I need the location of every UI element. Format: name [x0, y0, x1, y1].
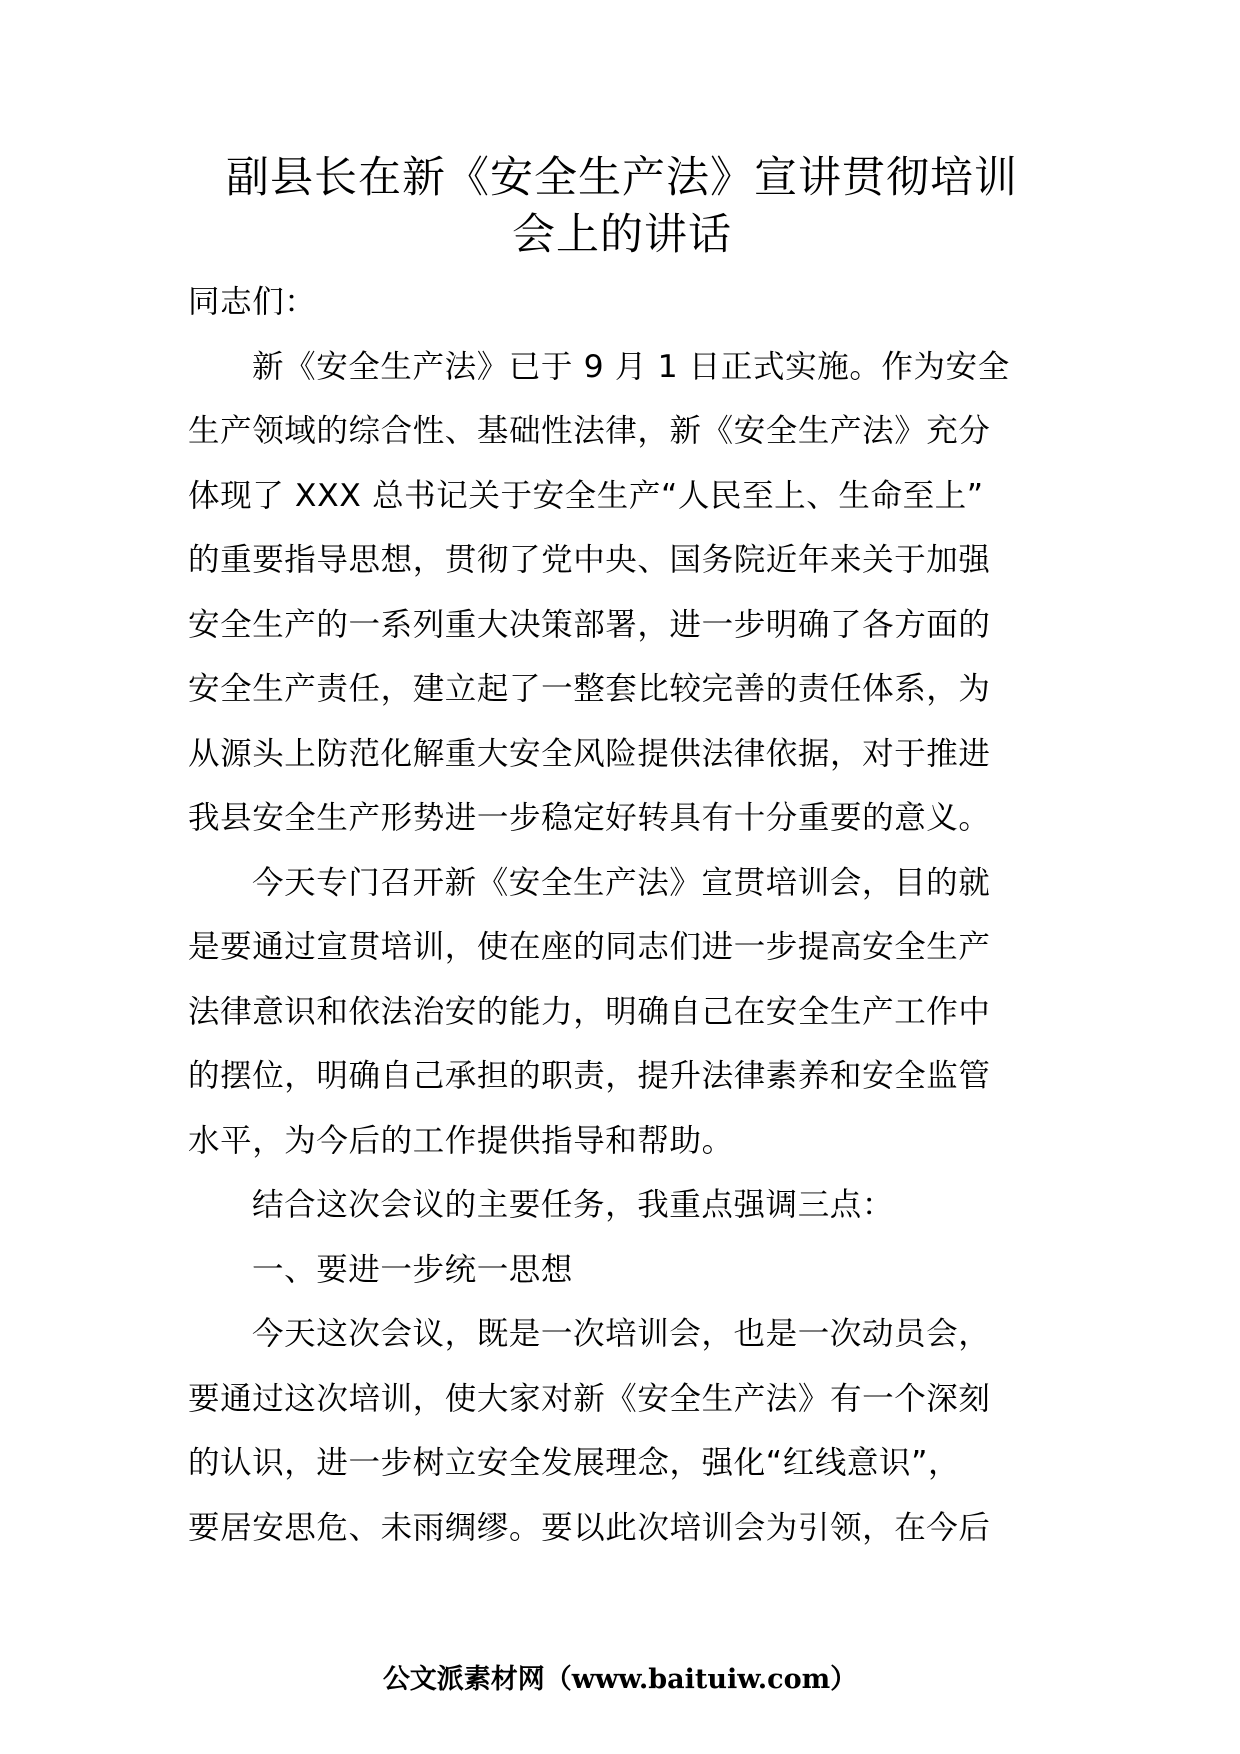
text-line: 水平，为今后的工作提供指导和帮助。: [188, 1122, 734, 1159]
document-page: [188, 150, 1056, 1560]
text-line: 从源头上防范化解重大安全风险提供法律依据，对于推进: [188, 735, 991, 772]
text-line: 今天专门召开新《安全生产法》宣贯培训会，目的就: [252, 864, 991, 901]
paragraph: [188, 1302, 1056, 1560]
text-line: 安全生产的一系列重大决策部署，进一步明确了各方面的: [188, 606, 991, 643]
text-line: 的重要指导思想，贯彻了党中央、国务院近年来关于加强: [188, 542, 991, 578]
text-line: 安全生产责任，建立起了一整套比较完善的责任体系，为: [188, 671, 991, 707]
document-body: [188, 270, 1056, 1560]
text-line: 新《安全生产法》已于 9 月 1 日正式实施。作为安全: [252, 348, 1010, 385]
title-line: 副县长在新《安全生产法》宣讲贯彻培训: [226, 153, 1018, 203]
text-line: 的认识，进一步树立安全发展理念，强化“红线意识”，: [188, 1445, 961, 1481]
document-title: [188, 150, 1056, 264]
title-line: 会上的讲话: [512, 210, 732, 260]
text-line: 我县安全生产形势进一步稳定好转具有十分重要的意义。: [188, 800, 991, 836]
text-line: 要通过这次培训，使大家对新《安全生产法》有一个深刻: [188, 1380, 991, 1417]
text-line: 结合这次会议的主要任务，我重点强调三点：: [252, 1187, 895, 1223]
text-line: 要居安思危、未雨绸缪。要以此次培训会为引领，在今后: [188, 1509, 991, 1546]
text-line: 法律意识和依法治安的能力，明确自己在安全生产工作中: [188, 993, 991, 1030]
paragraph: [188, 851, 1056, 1174]
greeting: 同志们：: [188, 284, 317, 320]
text-line: 一、要进一步统一思想: [252, 1251, 574, 1288]
text-line: 生产领域的综合性、基础性法律，新《安全生产法》充分: [188, 413, 991, 449]
text-line: 体现了 XXX 总书记关于安全生产“人民至上、生命至上”: [188, 477, 984, 514]
paragraph: [188, 335, 1056, 851]
text-line: 的摆位，明确自己承担的职责，提升法律素养和安全监管: [188, 1058, 991, 1094]
section-heading: [188, 1238, 1056, 1303]
footer-watermark: 公文派素材网（www.baituiw.com）: [382, 1664, 858, 1695]
text-line: 今天这次会议，既是一次培训会，也是一次动员会，: [252, 1316, 991, 1352]
paragraph: [188, 1173, 1056, 1238]
text-line: 是要通过宣贯培训，使在座的同志们进一步提高安全生产: [188, 929, 991, 965]
